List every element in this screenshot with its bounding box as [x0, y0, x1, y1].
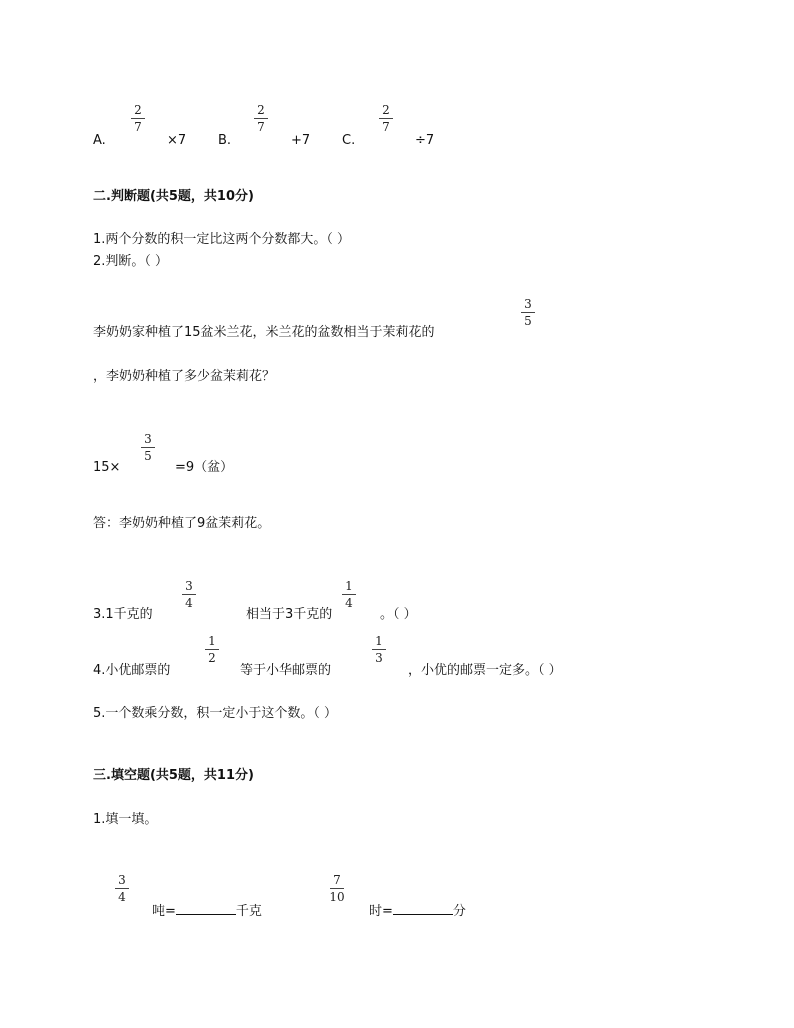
- fraction-denominator: 4: [185, 596, 193, 610]
- question-2-4-fraction2: [367, 634, 391, 665]
- option-c-label: C.: [342, 133, 356, 148]
- question-2-3-fraction1: [177, 579, 201, 610]
- fraction-numerator: 7: [333, 873, 341, 887]
- fill-1-fraction: [110, 873, 134, 904]
- fill-1-unit2: 千克: [235, 904, 262, 919]
- calc-right: =9（盆）: [175, 460, 234, 475]
- fill-2-unit1: 时=: [369, 904, 393, 919]
- question-2-4-part3: ，小优的邮票一定多。（ ）: [408, 663, 562, 678]
- option-c-operation: ÷7: [415, 133, 435, 148]
- question-2-2-fraction: [516, 297, 540, 328]
- fill-2-blank[interactable]: [393, 902, 453, 915]
- section-2-heading: 二.判断题(共5题，共10分): [93, 189, 254, 204]
- question-3-1: 1.填一填。: [93, 812, 158, 827]
- fraction-denominator: 7: [382, 120, 390, 134]
- fraction-numerator: 1: [345, 579, 353, 593]
- question-2-2: 2.判断。（ ）: [93, 254, 169, 269]
- fraction-denominator: 4: [118, 890, 126, 904]
- question-2-3-part2: 相当于3千克的: [246, 607, 333, 622]
- fraction-numerator: 3: [185, 579, 193, 593]
- question-2-4-fraction1: [200, 634, 224, 665]
- question-2-2-text-line1: 李奶奶家种植了15盆米兰花，米兰花的盆数相当于茉莉花的: [93, 325, 435, 340]
- question-2-4-part2: 等于小华邮票的: [240, 663, 332, 678]
- option-b-operation: +7: [291, 133, 311, 148]
- question-2-2-text-line2: ，李奶奶种植了多少盆茉莉花？: [93, 369, 276, 384]
- question-2-1: 1.两个分数的积一定比这两个分数都大。（ ）: [93, 232, 351, 247]
- fraction-numerator: 3: [144, 432, 152, 446]
- fraction-denominator: 5: [524, 314, 532, 328]
- calc-fraction: [136, 432, 160, 463]
- fill-2-line: [369, 902, 466, 920]
- section-3-heading: 三.填空题(共5题，共11分): [93, 768, 254, 783]
- fraction-numerator: 3: [524, 297, 532, 311]
- fill-1-blank[interactable]: [176, 902, 236, 915]
- option-a-fraction: [126, 103, 150, 134]
- fraction-numerator: 3: [118, 873, 126, 887]
- fraction-denominator: 4: [345, 596, 353, 610]
- question-2-5: 5.一个数乘分数，积一定小于这个数。（ ）: [93, 706, 338, 721]
- question-2-3-part1: 3.1千克的: [93, 607, 153, 622]
- fraction-denominator: 2: [208, 651, 216, 665]
- fraction-numerator: 2: [134, 103, 142, 117]
- option-b-fraction: [249, 103, 273, 134]
- fill-2-unit2: 分: [452, 904, 466, 919]
- question-2-3-part3: 。（ ）: [380, 607, 417, 622]
- fill-2-fraction: [325, 873, 349, 904]
- fill-1-line: [152, 902, 262, 920]
- option-c-fraction: [374, 103, 398, 134]
- fill-1-unit1: 吨=: [152, 904, 176, 919]
- question-2-3-fraction2: [337, 579, 361, 610]
- fraction-numerator: 2: [257, 103, 265, 117]
- fraction-numerator: 1: [208, 634, 216, 648]
- calc-left: 15×: [93, 460, 121, 475]
- fraction-denominator: 3: [375, 651, 383, 665]
- question-2-2-answer: 答：李奶奶种植了9盆茉莉花。: [93, 516, 271, 531]
- fraction-denominator: 7: [257, 120, 265, 134]
- option-b-label: B.: [218, 133, 232, 148]
- option-a-label: A.: [93, 133, 106, 148]
- fraction-denominator: 10: [329, 890, 345, 904]
- question-2-4-part1: 4.小优邮票的: [93, 663, 171, 678]
- fraction-numerator: 2: [382, 103, 390, 117]
- fraction-numerator: 1: [375, 634, 383, 648]
- option-a-operation: ×7: [167, 133, 187, 148]
- fraction-denominator: 5: [144, 449, 152, 463]
- fraction-denominator: 7: [134, 120, 142, 134]
